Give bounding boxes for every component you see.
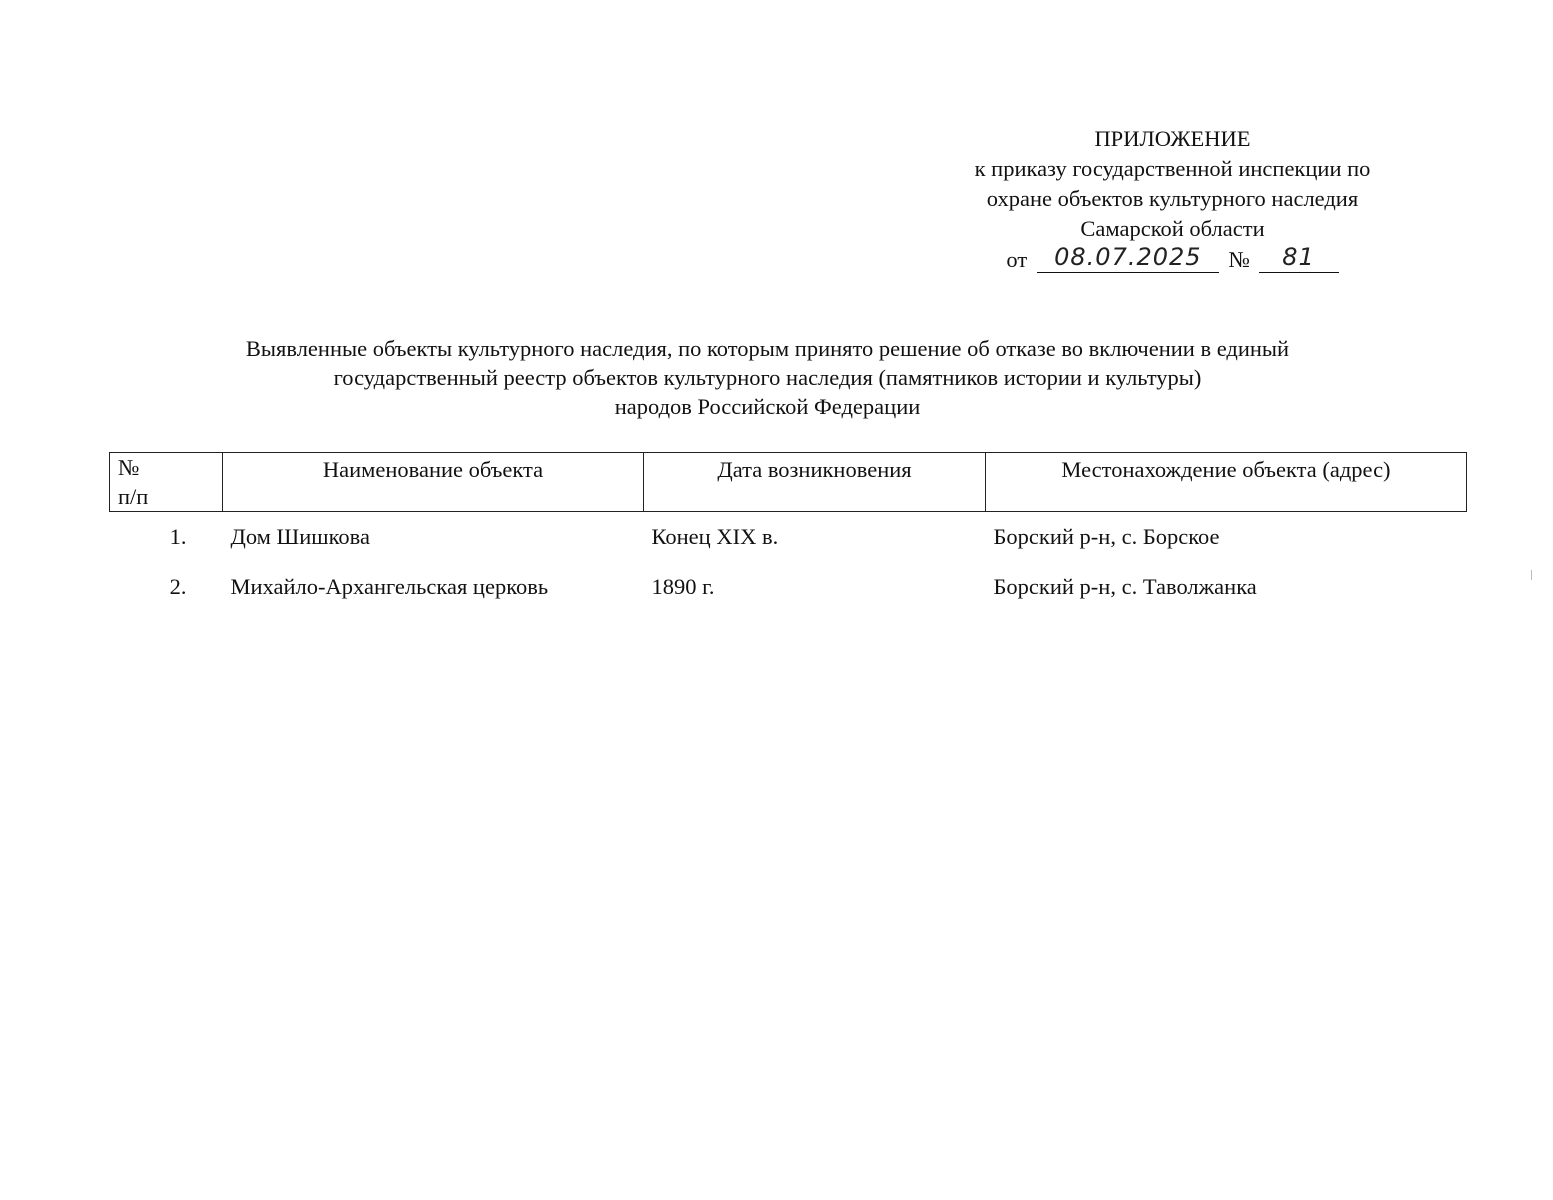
row-origin-date: Конец XIX в.	[651, 524, 779, 549]
order-number-handwritten: 81	[1282, 243, 1315, 271]
order-number-field	[1259, 244, 1339, 273]
table-row	[110, 562, 1467, 612]
document-heading	[140, 334, 1395, 421]
header-object-name: Наименование объекта	[223, 453, 644, 512]
heritage-objects-table	[109, 452, 1467, 612]
appendix-title: ПРИЛОЖЕНИЕ	[1094, 126, 1251, 151]
heading-line-2: государственный реестр объектов культурного наследия (памятников истории и культуры)	[333, 365, 1202, 390]
row-number: 1.	[169, 524, 187, 549]
table-header-row	[110, 453, 1467, 512]
date-prefix: от	[1006, 247, 1028, 272]
appendix-block	[905, 124, 1440, 275]
row-address: Борский р-н, с. Таволжанка	[993, 574, 1257, 599]
order-date-number-line	[905, 244, 1440, 275]
row-object-name: Дом Шишкова	[230, 524, 370, 549]
number-prefix: №	[1228, 247, 1250, 272]
table-row	[110, 512, 1467, 563]
header-origin-date: Дата возникновения	[644, 453, 986, 512]
row-number: 2.	[169, 574, 187, 599]
header-number-line-2: п/п	[118, 484, 149, 509]
header-number-line-1: №	[118, 455, 140, 480]
order-date-handwritten: 08.07.2025	[1054, 243, 1202, 271]
row-object-name: Михайло-Архангельская церковь	[230, 574, 549, 599]
scan-artifact	[1531, 570, 1532, 580]
header-address: Местонахождение объекта (адрес)	[986, 453, 1467, 512]
appendix-line-3: Самарской области	[1080, 216, 1265, 241]
header-number	[110, 453, 223, 512]
row-origin-date: 1890 г.	[651, 574, 715, 599]
appendix-line-1: к приказу государственной инспекции по	[974, 156, 1371, 181]
heading-line-3: народов Российской Федерации	[614, 394, 921, 419]
heading-line-1: Выявленные объекты культурного наследия, по которым принято решение об отказе во включении в единый	[245, 336, 1290, 361]
appendix-line-2: охране объектов культурного наследия	[986, 186, 1359, 211]
order-date-field	[1037, 244, 1219, 273]
row-address: Борский р-н, с. Борское	[993, 524, 1220, 549]
